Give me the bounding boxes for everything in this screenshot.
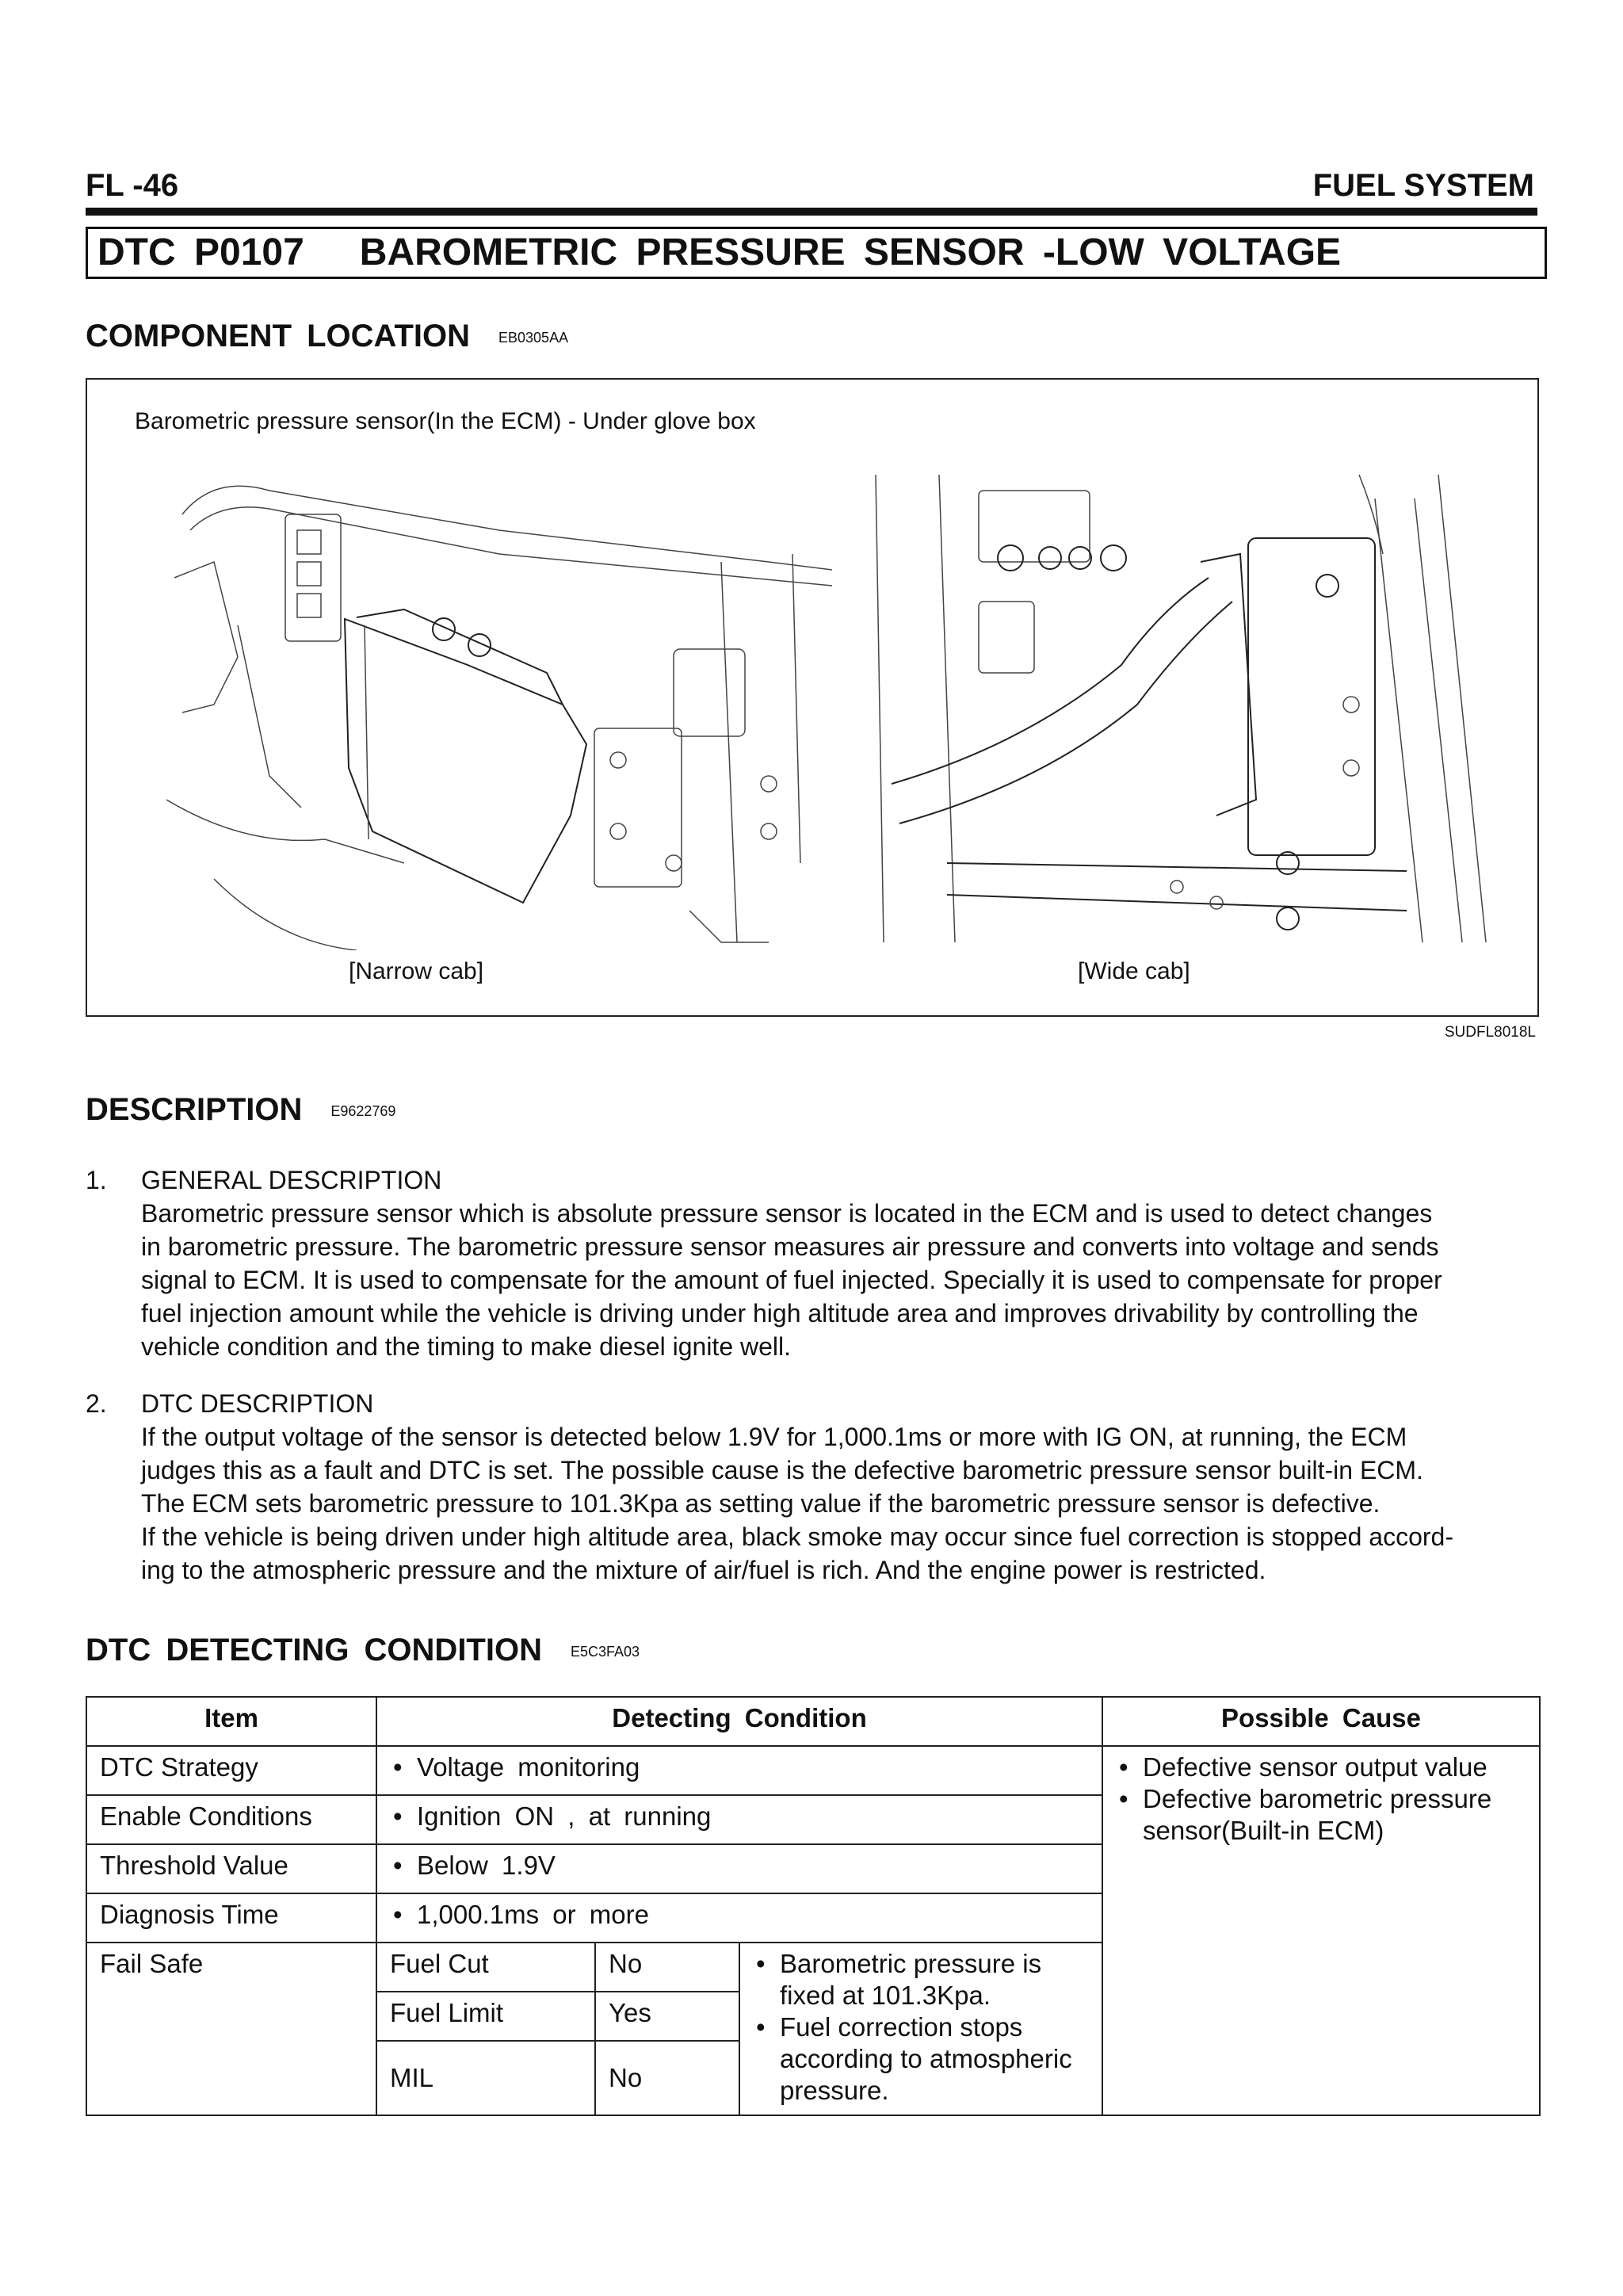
table-header-row xyxy=(86,1697,1540,1746)
description-item-title: DTC DESCRIPTION xyxy=(141,1389,374,1418)
column-header-condition: Detecting Condition xyxy=(376,1697,1102,1746)
page-number: FL -46 xyxy=(86,168,179,203)
component-location-heading xyxy=(86,319,568,354)
section-title: FUEL SYSTEM xyxy=(1312,168,1534,203)
description-item-number: 1. xyxy=(86,1166,107,1194)
condition-bullet: • Voltage monitoring xyxy=(417,1752,1089,1783)
description-line: in barometric pressure. The barometric pressure sensor measures air pressure and converts into voltage and sends xyxy=(141,1232,1439,1261)
description-item-1 xyxy=(86,1163,1539,1370)
cause-bullet: • Defective sensor output value xyxy=(1143,1752,1526,1783)
fail-safe-note: • Fuel correction stops according to atmospheric pressure. xyxy=(780,2011,1089,2107)
fail-safe-value: No xyxy=(595,1943,739,1992)
narrow-cab-label: [Narrow cab] xyxy=(349,958,484,984)
condition-bullet: • 1,000.1ms or more xyxy=(417,1899,1089,1931)
table-row xyxy=(86,1746,1540,1795)
dtc-title-text: DTC P0107 BAROMETRIC PRESSURE SENSOR -LOW VOLTAGE xyxy=(97,231,1342,273)
row-condition xyxy=(376,1746,1102,1795)
description-item-body xyxy=(141,1387,1537,1587)
row-condition xyxy=(376,1795,1102,1844)
cause-bullet: • Defective barometric pressure sensor(Built-in ECM) xyxy=(1143,1783,1526,1847)
condition-bullet: • Below 1.9V xyxy=(417,1850,1089,1881)
component-location-title: COMPONENT LOCATION xyxy=(86,319,471,353)
wide-cab-illustration xyxy=(868,467,1502,950)
detecting-condition-heading xyxy=(86,1633,640,1668)
description-line: judges this as a fault and DTC is set. The possible cause is the defective barometric pressure sensor built-in ECM. xyxy=(141,1456,1423,1484)
row-item: Fail Safe xyxy=(86,1943,376,2115)
description-line: If the vehicle is being driven under high altitude area, black smoke may occur since fuel correction is stopped accord- xyxy=(141,1522,1453,1551)
description-line: The ECM sets barometric pressure to 101.3Kpa as setting value if the barometric pressure sensor is defective. xyxy=(141,1489,1381,1518)
detecting-condition-code: E5C3FA03 xyxy=(570,1643,640,1660)
row-item: Threshold Value xyxy=(86,1844,376,1893)
fail-safe-value: No xyxy=(595,2041,739,2115)
component-figure xyxy=(86,378,1539,1017)
description-line: vehicle condition and the timing to make diesel ignite well. xyxy=(141,1332,792,1361)
component-location-code: EB0305AA xyxy=(498,329,569,346)
fail-safe-notes xyxy=(739,1943,1102,2115)
description-item-number: 2. xyxy=(86,1389,107,1418)
description-line: ing to the atmospheric pressure and the mixture of air/fuel is rich. And the engine power is restricted. xyxy=(141,1556,1266,1584)
row-item: DTC Strategy xyxy=(86,1746,376,1795)
description-line: signal to ECM. It is used to compensate for the amount of fuel injected. Specially it is used to compensate for proper xyxy=(141,1266,1442,1294)
description-item-title: GENERAL DESCRIPTION xyxy=(141,1166,442,1194)
figure-code: SUDFL8018L xyxy=(1444,1024,1536,1041)
fail-safe-note: • Barometric pressure is fixed at 101.3Kpa. xyxy=(780,1948,1089,2011)
description-item-body xyxy=(141,1163,1537,1363)
detecting-condition-table xyxy=(86,1696,1541,2116)
detecting-condition-title: DTC DETECTING CONDITION xyxy=(86,1633,542,1668)
wide-cab-label: [Wide cab] xyxy=(1078,958,1190,984)
fail-safe-name: Fuel Limit xyxy=(376,1992,595,2041)
row-item: Enable Conditions xyxy=(86,1795,376,1844)
column-header-item: Item xyxy=(86,1697,376,1746)
narrow-cab-illustration xyxy=(166,467,864,950)
header-rule xyxy=(86,208,1537,216)
description-item-2 xyxy=(86,1387,1539,1593)
description-title: DESCRIPTION xyxy=(86,1092,303,1127)
fail-safe-value: Yes xyxy=(595,1992,739,2041)
figure-caption: Barometric pressure sensor(In the ECM) - Under glove box xyxy=(135,408,756,434)
dtc-title xyxy=(86,227,1547,279)
description-line: Barometric pressure sensor which is absolute pressure sensor is located in the ECM and is used to detect changes xyxy=(141,1199,1433,1228)
column-header-cause: Possible Cause xyxy=(1102,1697,1540,1746)
row-item: Diagnosis Time xyxy=(86,1893,376,1943)
possible-cause-cell xyxy=(1102,1746,1540,2115)
condition-bullet: • Ignition ON , at running xyxy=(417,1801,1089,1832)
description-line: fuel injection amount while the vehicle is driving under high altitude area and improves drivability by controlling the xyxy=(141,1299,1419,1328)
description-code: E9622769 xyxy=(330,1102,396,1119)
description-line: If the output voltage of the sensor is detected below 1.9V for 1,000.1ms or more with IG ON, at running, the ECM xyxy=(141,1423,1407,1451)
fail-safe-name: Fuel Cut xyxy=(376,1943,595,1992)
description-heading xyxy=(86,1092,395,1128)
row-condition xyxy=(376,1893,1102,1943)
fail-safe-name: MIL xyxy=(376,2041,595,2115)
row-condition xyxy=(376,1844,1102,1893)
